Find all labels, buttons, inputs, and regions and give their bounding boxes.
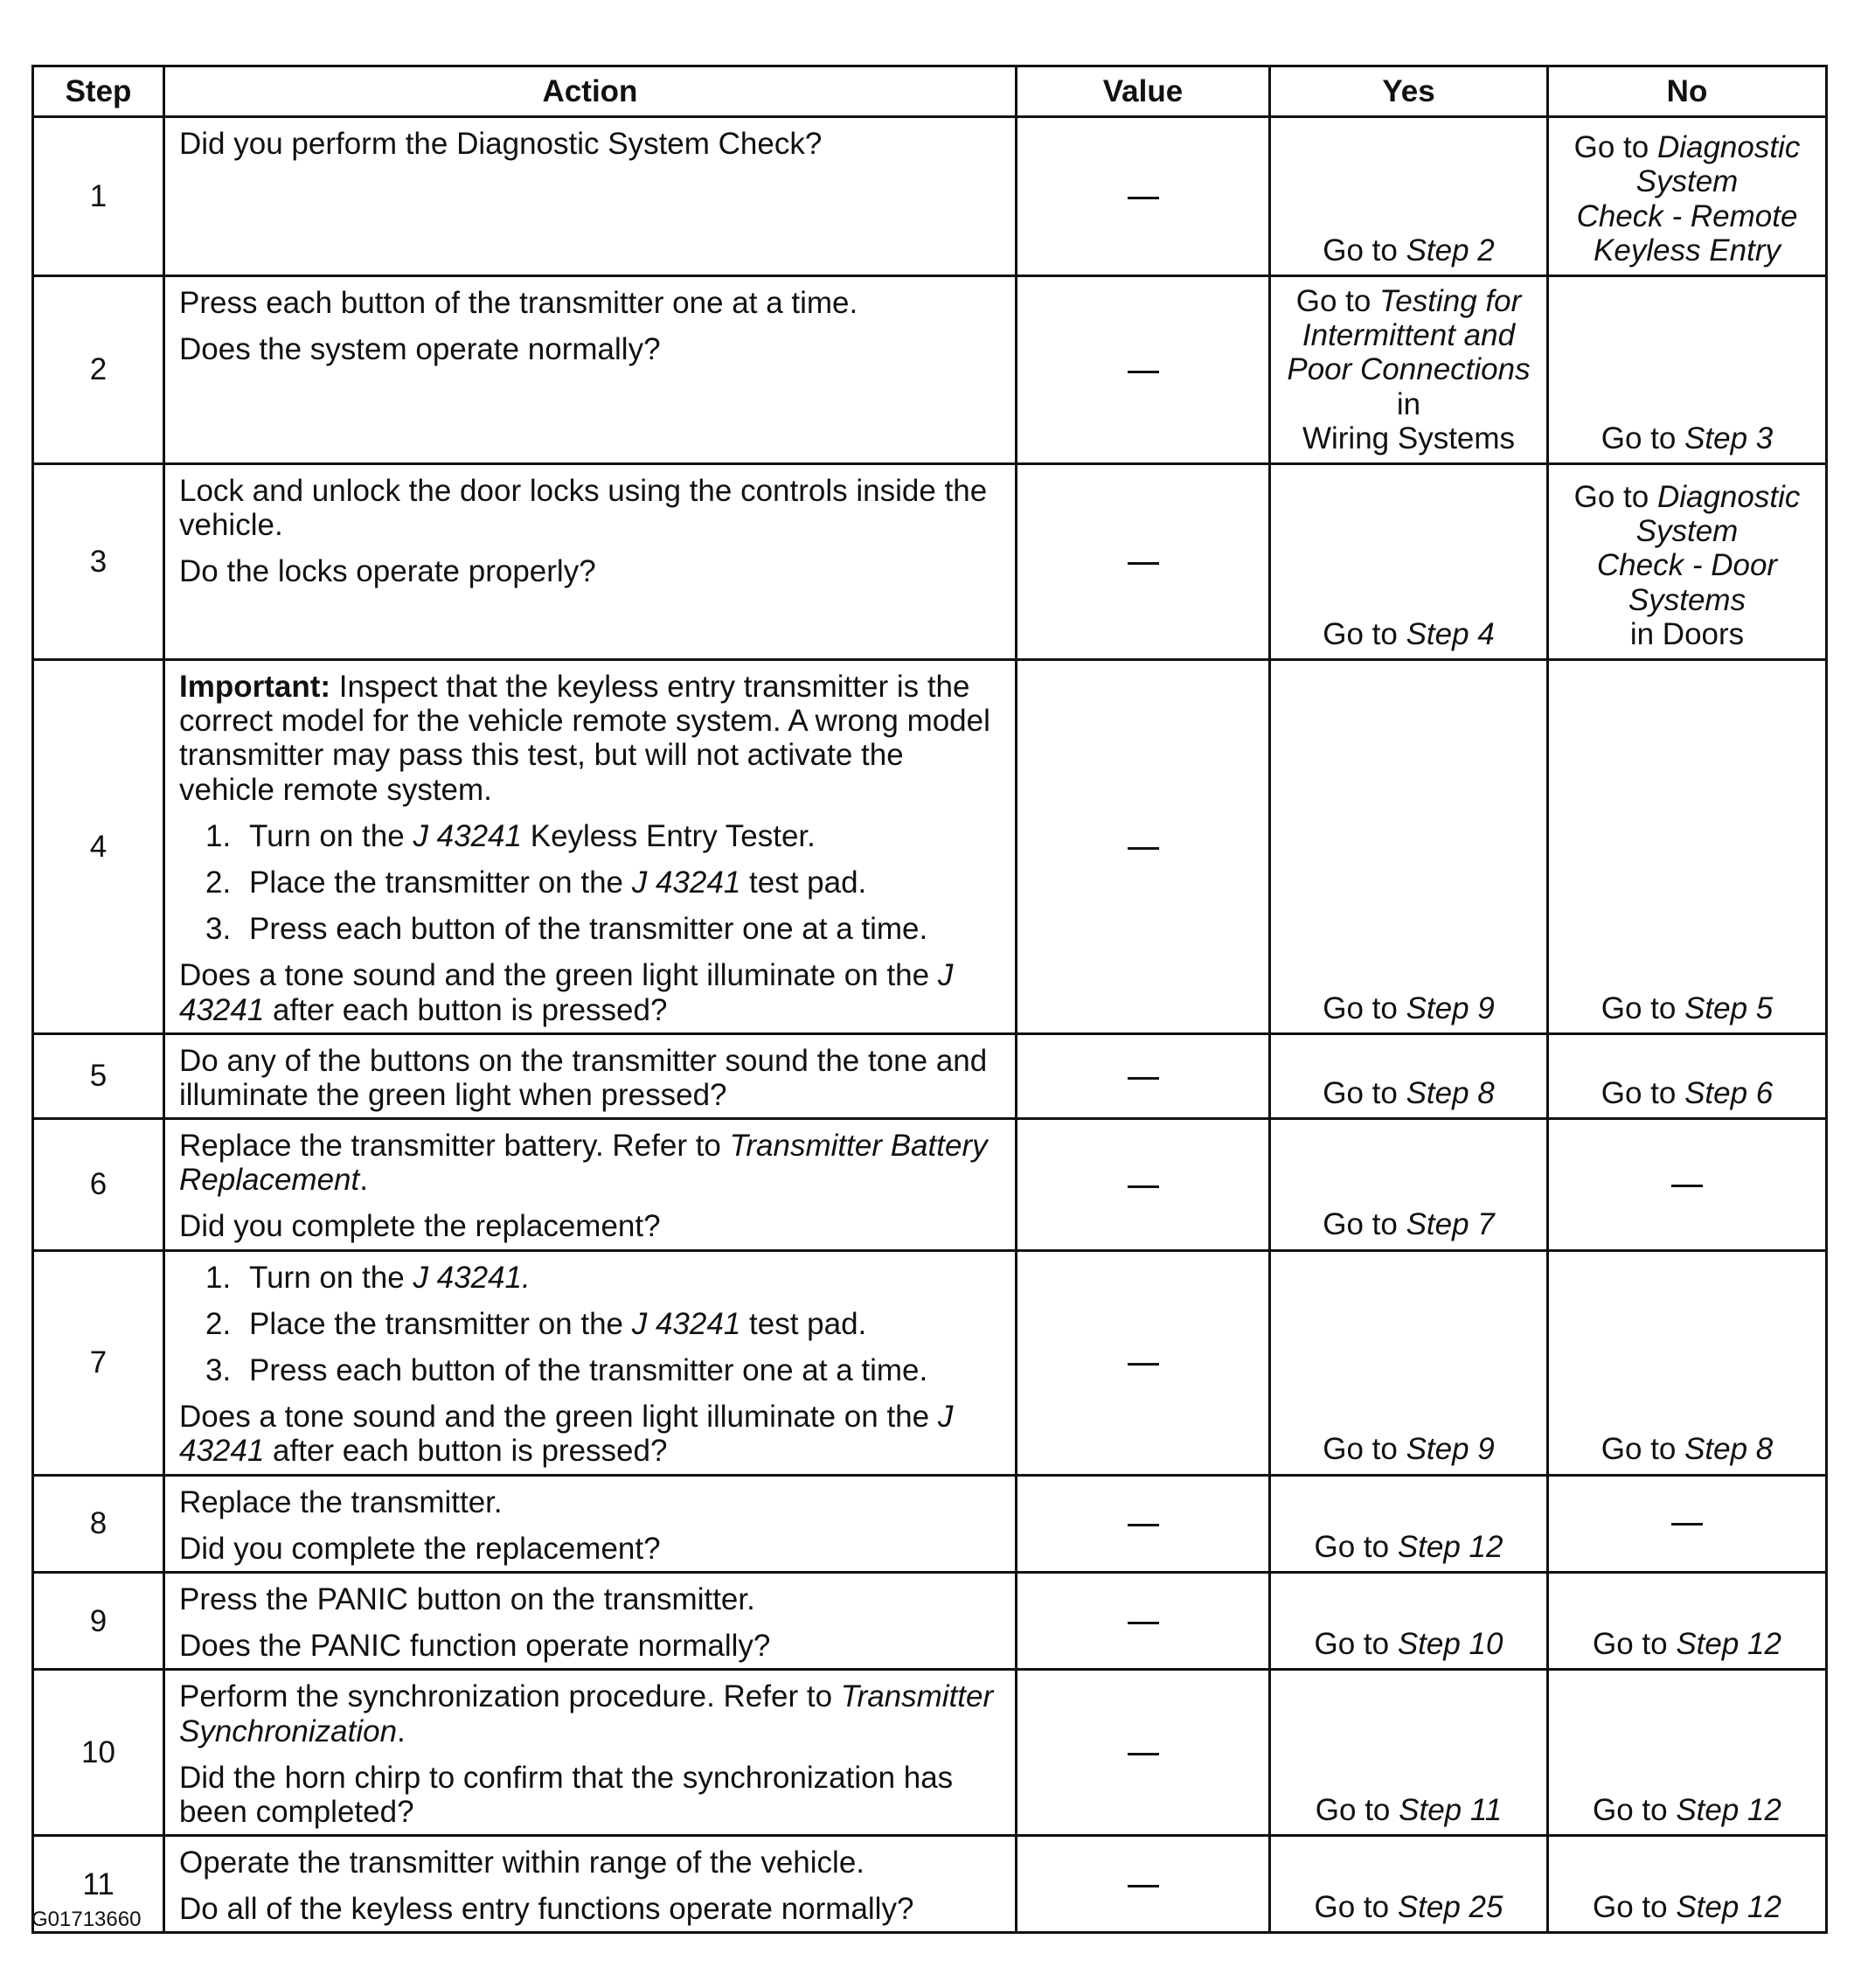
- yes-cell: Go to Testing for Intermittent and Poor Connections in Wiring Systems: [1270, 276, 1548, 464]
- value-dash: [1128, 562, 1159, 565]
- step-number: 8: [33, 1475, 164, 1572]
- value-cell: [1017, 1836, 1270, 1933]
- action-cell: [164, 1475, 1017, 1572]
- value-dash: [1128, 197, 1159, 199]
- action-text: Perform the synchronization procedure. Refer to Transmitter Synchronization.: [179, 1679, 994, 1748]
- table-row: [33, 1119, 1827, 1251]
- table-row: [33, 464, 1827, 660]
- yes-cell: Go to Step 25: [1270, 1836, 1548, 1933]
- value-dash: [1128, 1077, 1159, 1080]
- no-link[interactable]: Diagnostic System Check - Remote Keyless Entry: [1576, 130, 1801, 268]
- action-question: Does a tone sound and the green light illuminate on the J 43241 after each button is pressed?: [179, 1400, 954, 1469]
- no-cell: Go to Step 12: [1548, 1572, 1827, 1669]
- value-cell: [1017, 1670, 1270, 1836]
- no-link[interactable]: Diagnostic System Check - Door Systems: [1596, 480, 1801, 617]
- action-question: Did the horn chirp to confirm that the synchronization has been completed?: [179, 1760, 954, 1829]
- yes-cell: Go to Step 12: [1270, 1475, 1548, 1572]
- value-dash: [1128, 1363, 1159, 1366]
- table-row: [33, 660, 1827, 1034]
- value-dash: [1128, 847, 1159, 850]
- yes-cell: Go to Step 8: [1270, 1033, 1548, 1118]
- table-row: [33, 1670, 1827, 1836]
- header-yes: Yes: [1270, 66, 1548, 117]
- procedure-ref[interactable]: Transmitter Synchronization: [179, 1679, 994, 1748]
- no-cell: [1548, 1475, 1827, 1572]
- action-cell: [164, 1572, 1017, 1669]
- tool-ref: J 43241: [179, 1400, 954, 1469]
- procedure-list: [179, 1261, 1003, 1388]
- value-cell: [1017, 117, 1270, 276]
- table-row: [33, 1572, 1827, 1669]
- table-row: [33, 1033, 1827, 1118]
- procedure-list: [179, 819, 1003, 947]
- no-cell: Go to Diagnostic System Check - Door Systems in Doors: [1548, 464, 1827, 660]
- tool-ref: J 43241: [631, 1306, 741, 1341]
- list-item: 2. Place the transmitter on the J 43241 test pad.: [205, 1306, 867, 1341]
- no-link[interactable]: Step 12: [1676, 1627, 1781, 1662]
- step-number: 10: [33, 1670, 164, 1836]
- figure-id: G01713660: [31, 1908, 142, 1931]
- no-cell: Go to Step 12: [1548, 1670, 1827, 1836]
- yes-link[interactable]: Step 8: [1406, 1075, 1495, 1110]
- table-row: [33, 1475, 1827, 1572]
- step-number: 6: [33, 1119, 164, 1251]
- value-cell: [1017, 1033, 1270, 1118]
- value-cell: [1017, 1475, 1270, 1572]
- table-row: [33, 276, 1827, 464]
- tool-ref: J 43241: [631, 865, 741, 900]
- yes-cell: Go to Step 9: [1270, 660, 1548, 1034]
- value-dash: [1128, 1524, 1159, 1526]
- step-number: 9: [33, 1572, 164, 1669]
- action-text: Operate the transmitter within range of the vehicle.: [179, 1846, 865, 1880]
- action-text: Replace the transmitter battery. Refer to Transmitter Battery Replacement.: [179, 1129, 988, 1198]
- yes-cell: Go to Step 11: [1270, 1670, 1548, 1836]
- no-cell: Go to Step 5: [1548, 660, 1827, 1034]
- yes-link[interactable]: Step 10: [1397, 1627, 1503, 1662]
- list-item: 3. Press each button of the transmitter one at a time.: [205, 912, 928, 947]
- important-label: Important:: [179, 670, 331, 704]
- action-cell: [164, 117, 1017, 276]
- table-row: [33, 117, 1827, 276]
- tool-ref: J 43241: [413, 818, 522, 853]
- action-text: Press the PANIC button on the transmitter.: [179, 1581, 755, 1616]
- action-text: Press each button of the transmitter one at a time.: [179, 286, 858, 320]
- header-step: Step: [33, 66, 164, 117]
- no-link[interactable]: Step 5: [1684, 991, 1774, 1025]
- yes-link[interactable]: Step 9: [1406, 1432, 1495, 1467]
- table-row: [33, 1836, 1827, 1933]
- action-cell: [164, 1670, 1017, 1836]
- action-question: Does a tone sound and the green light illuminate on the J 43241 after each button is pressed?: [179, 958, 954, 1027]
- no-cell: Go to Step 3: [1548, 276, 1827, 464]
- action-question: Does the system operate normally?: [179, 332, 661, 367]
- step-number: 5: [33, 1033, 164, 1118]
- action-question: Do any of the buttons on the transmitter sound the tone and illuminate the green light when pressed?: [179, 1043, 988, 1112]
- no-link[interactable]: Step 8: [1684, 1432, 1774, 1467]
- yes-link[interactable]: Step 4: [1406, 616, 1495, 651]
- yes-cell: Go to Step 9: [1270, 1250, 1548, 1475]
- value-cell: [1017, 276, 1270, 464]
- yes-link[interactable]: Step 12: [1397, 1529, 1503, 1564]
- important-note: Important: Inspect that the keyless entry transmitter is the correct model for the vehicle remote system. A wrong model transmitter may pass this test, but will not activate the vehicle remote system.: [179, 670, 990, 807]
- action-cell: [164, 1119, 1017, 1251]
- tool-ref: J 43241: [179, 958, 954, 1027]
- action-cell: [164, 1250, 1017, 1475]
- no-cell: Go to Step 6: [1548, 1033, 1827, 1118]
- no-link[interactable]: Step 6: [1684, 1075, 1774, 1110]
- action-question: Does the PANIC function operate normally?: [179, 1629, 771, 1664]
- action-text: Did you perform the Diagnostic System Check?: [179, 127, 823, 161]
- no-cell: Go to Step 12: [1548, 1836, 1827, 1933]
- value-cell: [1017, 1572, 1270, 1669]
- yes-cell: Go to Step 7: [1270, 1119, 1548, 1251]
- header-row: [33, 66, 1827, 117]
- step-number: 4: [33, 660, 164, 1034]
- value-dash: [1128, 371, 1159, 373]
- step-number: 7: [33, 1250, 164, 1475]
- action-cell: [164, 464, 1017, 660]
- no-link[interactable]: Step 12: [1676, 1890, 1781, 1925]
- action-cell: [164, 276, 1017, 464]
- action-question: Did you complete the replacement?: [179, 1531, 661, 1566]
- no-dash: [1671, 1523, 1703, 1526]
- list-item: 3. Press each button of the transmitter one at a time.: [205, 1353, 928, 1387]
- no-link[interactable]: Step 12: [1676, 1792, 1781, 1827]
- step-number: 1: [33, 117, 164, 276]
- header-action: Action: [164, 66, 1017, 117]
- action-question: Did you complete the replacement?: [179, 1209, 661, 1244]
- value-cell: [1017, 660, 1270, 1034]
- action-cell: [164, 1836, 1017, 1933]
- no-link[interactable]: Step 3: [1684, 421, 1774, 455]
- yes-link[interactable]: Testing for Intermittent and Poor Connections: [1287, 284, 1531, 387]
- no-cell: Go to Diagnostic System Check - Remote Keyless Entry: [1548, 117, 1827, 276]
- yes-cell: Go to Step 4: [1270, 464, 1548, 660]
- step-number: 3: [33, 464, 164, 660]
- value-dash: [1128, 1185, 1159, 1188]
- list-item: 2. Place the transmitter on the J 43241 test pad.: [205, 865, 867, 900]
- no-dash: [1671, 1185, 1703, 1187]
- tool-ref: J 43241.: [413, 1260, 531, 1295]
- step-number: 2: [33, 276, 164, 464]
- diagnostic-table: [31, 65, 1828, 1934]
- table-row: [33, 1250, 1827, 1475]
- no-cell: Go to Step 8: [1548, 1250, 1827, 1475]
- yes-link[interactable]: Step 9: [1406, 991, 1495, 1025]
- yes-cell: Go to Step 10: [1270, 1572, 1548, 1669]
- value-dash: [1128, 1622, 1159, 1624]
- yes-cell: Go to Step 2: [1270, 117, 1548, 276]
- value-dash: [1128, 1753, 1159, 1755]
- yes-link[interactable]: Step 7: [1406, 1207, 1495, 1242]
- value-cell: [1017, 464, 1270, 660]
- value-cell: [1017, 1250, 1270, 1475]
- header-no: No: [1548, 66, 1827, 117]
- value-cell: [1017, 1119, 1270, 1251]
- action-text: Replace the transmitter.: [179, 1484, 503, 1519]
- procedure-ref[interactable]: Transmitter Battery Replacement: [179, 1129, 988, 1198]
- action-text: Lock and unlock the door locks using the controls inside the vehicle.: [179, 474, 988, 543]
- action-question: Do all of the keyless entry functions operate normally?: [179, 1892, 914, 1927]
- no-cell: [1548, 1119, 1827, 1251]
- yes-link[interactable]: Step 25: [1397, 1890, 1503, 1925]
- action-cell: [164, 660, 1017, 1034]
- action-question: Do the locks operate properly?: [179, 554, 596, 589]
- step-number: 11: [33, 1836, 164, 1933]
- yes-link[interactable]: Step 2: [1406, 233, 1495, 268]
- list-item: 1. Turn on the J 43241 Keyless Entry Tester.: [205, 818, 816, 853]
- value-dash: [1128, 1885, 1159, 1887]
- action-cell: [164, 1033, 1017, 1118]
- header-value: Value: [1017, 66, 1270, 117]
- list-item: 1. Turn on the J 43241.: [205, 1260, 531, 1295]
- yes-link[interactable]: Step 11: [1399, 1792, 1503, 1827]
